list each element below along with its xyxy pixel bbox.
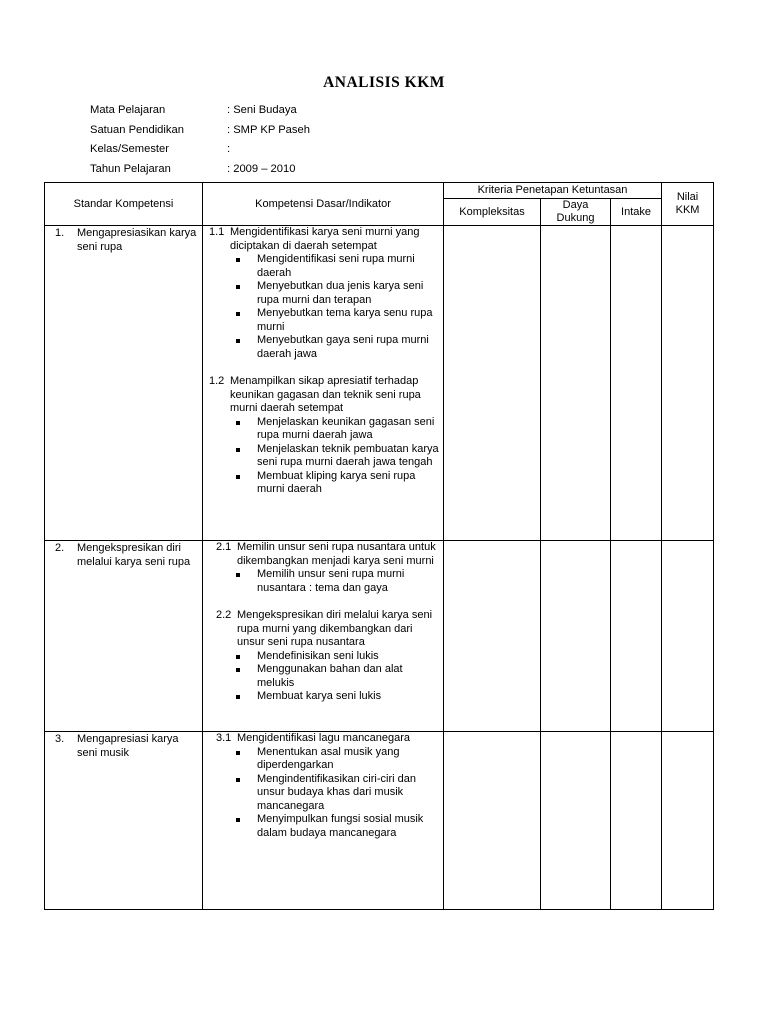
cell-nilai-kkm [662,732,714,910]
indikator-item: Menyebutkan tema karya senu rupa murni [232,307,439,334]
page-title: ANALISIS KKM [323,74,445,91]
indikator-item: Memilih unsur seni rupa murni nusantara : tema dan gaya [232,568,439,595]
indikator-item: Mendefinisikan seni lukis [232,650,439,664]
table-row [45,226,714,541]
header-daya-dukung [541,199,611,226]
indikator-item: Menyimpulkan fungsi sosial musik dalam budaya mancanegara [232,813,439,840]
cell-kompleksitas [444,732,541,910]
kd-block [216,541,439,595]
cell-kompetensi-dasar [203,541,444,732]
kd-block [209,375,439,497]
cell-intake [611,732,662,910]
header-intake: Intake [611,199,662,226]
header-kompleksitas: Kompleksitas [444,199,541,226]
row-number: 3. [55,733,65,745]
indikator-list [209,416,439,497]
indikator-item: Menggunakan bahan dan alat melukis [232,663,439,690]
cell-kompetensi-dasar [203,732,444,910]
table-row [45,732,714,910]
row-number: 1. [55,227,65,239]
standar-kompetensi-text: Mengekspresikan diri melalui karya seni rupa [77,542,191,568]
standar-kompetensi-text: Mengapresiasi karya seni musik [77,733,179,759]
indikator-item: Menyebutkan gaya seni rupa murni daerah jawa [232,334,439,361]
cell-standar-kompetensi [45,541,203,732]
cell-intake [611,226,662,541]
kd-number: 1.2 [209,375,225,388]
info-block [90,104,310,182]
indikator-item: Menjelaskan teknik pembuatan karya seni rupa murni daerah jawa tengah [232,443,439,470]
cell-standar-kompetensi [45,732,203,910]
info-value: : Seni Budaya [227,104,297,116]
standar-kompetensi-text: Mengapresiasikan karya seni rupa [77,227,197,253]
kd-text: Memilin unsur seni rupa nusantara untuk dikembangkan menjadi karya seni murni [237,541,436,567]
kd-text: Mengekspresikan diri melalui karya seni rupa murni yang dikembangkan dari unsur seni rupa nusantara [237,609,433,649]
info-label: Mata Pelajaran [90,104,166,116]
info-value: : 2009 – 2010 [227,162,296,175]
indikator-list [216,746,439,841]
indikator-list [216,568,439,595]
cell-kompetensi-dasar [203,226,444,541]
indikator-item: Mengidentifikasi seni rupa murni daerah [232,253,439,280]
cell-intake [611,541,662,732]
cell-kompleksitas [444,541,541,732]
header-nilai-kkm-label: Nilai KKM [675,191,700,216]
kd-text: Mengidentifikasi lagu mancanegara [237,732,411,744]
kd-block [216,732,439,840]
kd-number: 1.1 [209,226,225,238]
indikator-item: Menyebutkan dua jenis karya seni rupa murni dan terapan [232,280,439,307]
header-nilai-kkm [662,183,714,226]
info-row [90,163,310,183]
indikator-item: Menentukan asal musik yang diperdengarkan [232,746,439,773]
cell-daya-dukung [541,732,611,910]
table-row [45,541,714,732]
kd-number: 3.1 [216,732,232,744]
info-row [90,143,310,163]
info-label: Satuan Pendidikan [90,123,184,136]
kd-block [209,226,439,361]
header-standar-kompetensi: Standar Kompetensi [45,183,203,226]
indikator-item: Membuat kliping karya seni rupa murni daerah [232,470,439,497]
info-row [90,124,310,144]
indikator-item: Menjelaskan keunikan gagasan seni rupa murni daerah jawa [232,416,439,443]
cell-standar-kompetensi [45,226,203,541]
info-value: : SMP KP Paseh [227,123,310,136]
info-row [90,104,310,124]
info-label: Kelas/Semester [90,143,169,156]
header-kriteria: Kriteria Penetapan Ketuntasan [444,183,662,199]
cell-nilai-kkm [662,541,714,732]
info-label: Tahun Pelajaran [90,162,171,175]
kd-block [216,609,439,704]
kd-number: 2.2 [216,609,232,622]
indikator-list [209,253,439,361]
kd-text: Mengidentifikasi karya seni murni yang diciptakan di daerah setempat [230,226,420,252]
header-kompetensi-dasar: Kompetensi Dasar/Indikator [203,183,444,226]
kkm-table [44,182,714,910]
kd-text: Menampilkan sikap apresiatif terhadap keunikan gagasan dan teknik seni rupa murni daerah setempat [230,375,421,415]
cell-nilai-kkm [662,226,714,541]
indikator-item: Mengindentifikasikan ciri-ciri dan unsur budaya khas dari musik mancanegara [232,773,439,814]
cell-daya-dukung [541,226,611,541]
header-daya-dukung-label: Daya Dukung [556,199,595,224]
info-value: : [227,143,231,156]
cell-daya-dukung [541,541,611,732]
kd-number: 2.1 [216,541,232,553]
row-number: 2. [55,542,65,554]
cell-kompleksitas [444,226,541,541]
indikator-item: Membuat karya seni lukis [232,690,439,704]
indikator-list [216,650,439,704]
